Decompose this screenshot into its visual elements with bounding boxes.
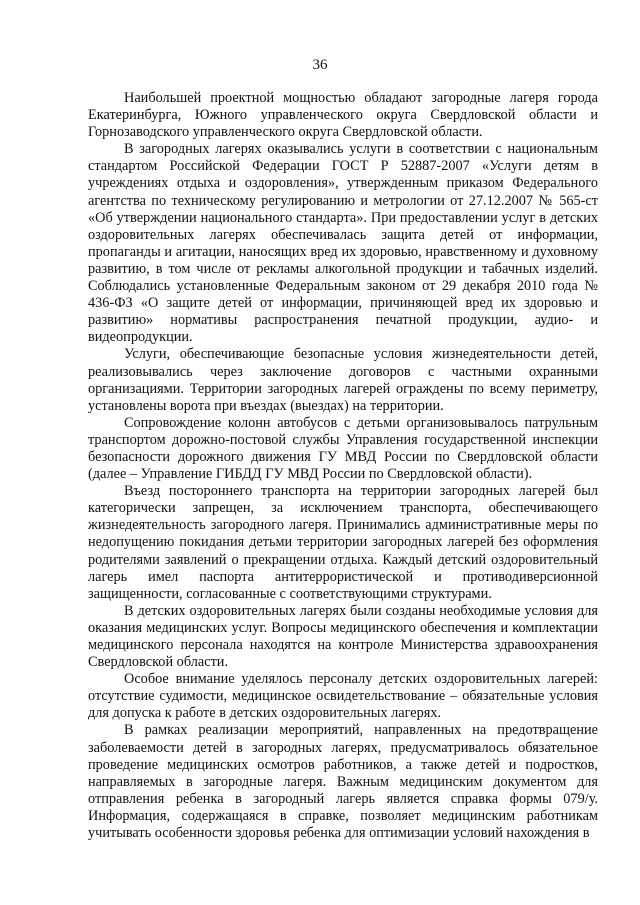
paragraph-vehicle-access: Въезд постороннего транспорта на территории загородных лагерей был категорически запрещен, за исключением транспорта, обеспечивающего жизнедеятельность загородного лагеря. Принимались административные меры по недопущению покидания детьми территории загородных лагерей без оформления родителями заявлений о прекращении отдыха. Каждый детский оздоровительный лагерь имел паспорта антитеррористической и противодиверсионной защищенности, согласованные с соответствующими структурами. — [88, 483, 598, 602]
page-number: 36 — [312, 57, 328, 73]
document-body — [88, 90, 598, 842]
paragraph-gost-standard: В загородных лагерях оказывались услуги в соответствии с национальным стандартом Российской Федерации ГОСТ Р 52887-2007 «Услуги детям в учреждениях отдыха и оздоровления», утвержденным приказом Федерального агентства по техническому регулированию и метрологии от 27.12.2007 № 565-ст «Об утверждении национального стандарта». При предоставлении услуг в детских оздоровительных лагерях обеспечивалась защита детей от информации, пропаганды и агитации, наносящих вред их здоровью, нравственному и духовному развитию, в том числе от рекламы алкогольной продукции и табачных изделий. Соблюдались установленные Федеральным законом от 29 декабря 2010 года № 436-ФЗ «О защите детей от информации, причиняющей вред их здоровью и развитию» нормативы распространения печатной продукции, аудио- и видеопродукции. — [88, 141, 598, 346]
paragraph-bus-escort: Сопровождение колонн автобусов с детьми организовывалось патрульным транспортом дорожно-постовой службы Управления государственной инспекции безопасности дорожного движения ГУ МВД России по Свердловской области (далее – Управление ГИБДД ГУ МВД России по Свердловской области). — [88, 414, 598, 483]
paragraph-largest-capacity: Наибольшей проектной мощностью обладают загородные лагеря города Екатеринбурга, Южного управленческого округа Свердловской области и Горнозаводского управленческого округа Свердловской области. — [88, 90, 598, 141]
paragraph-staff-requirements: Особое внимание уделялось персоналу детских оздоровительных лагерей: отсутствие судимости, медицинское освидетельствование – обязательные условия для допуска к работе в детских оздоровительных лагерях. — [88, 671, 598, 722]
paragraph-medical-services: В детских оздоровительных лагерях были созданы необходимые условия для оказания медицинских услуг. Вопросы медицинского обеспечения и комплектации медицинского персонала находятся на контроле Министерства здравоохранения Свердловской области. — [88, 602, 598, 671]
paragraph-disease-prevention: В рамках реализации мероприятий, направленных на предотвращение заболеваемости детей в загородных лагерях, предусматривалось обязательное проведение медицинских осмотров работников, а также детей и подростков, направляемых в загородные лагеря. Важным медицинским документом для отправления ребенка в загородный лагерь является справка формы 079/у. Информация, содержащаяся в справке, позволяет медицинским работникам учитывать особенности здоровья ребенка для оптимизации условий нахождения в — [88, 722, 598, 842]
paragraph-security-services: Услуги, обеспечивающие безопасные условия жизнедеятельности детей, реализовывались через заключение договоров с частными охранными организациями. Территории загородных лагерей ограждены по всему периметру, установлены ворота при въездах (выездах) на территории. — [88, 346, 598, 414]
